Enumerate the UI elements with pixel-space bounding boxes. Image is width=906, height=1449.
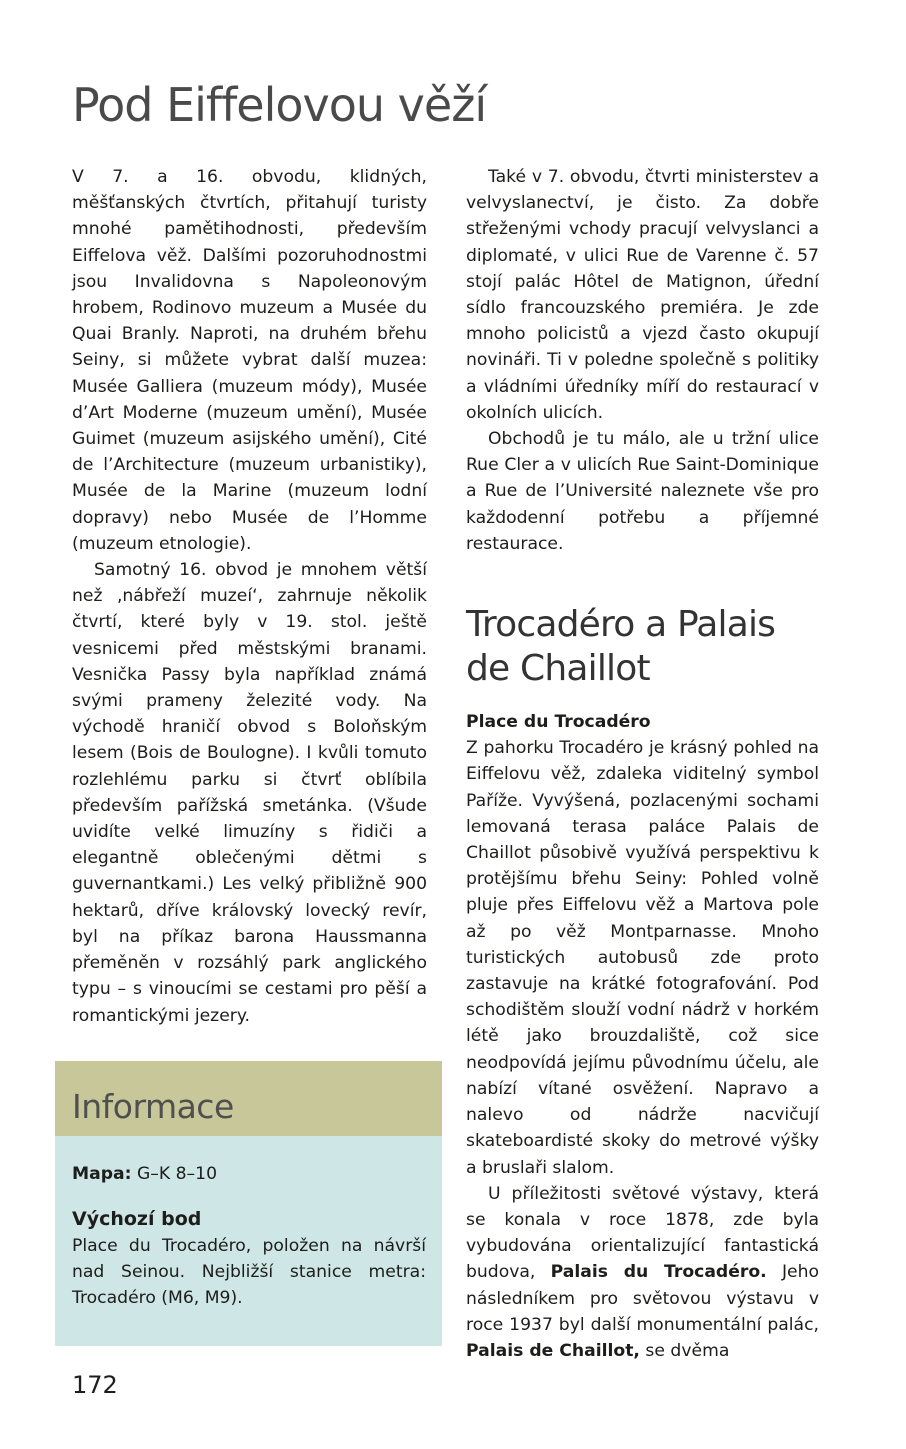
section-title: Trocadéro a Palais de Chaillot [466,604,776,690]
paragraph: Obchodů je tu málo, ale u tržní ulice Rue Cler a v ulicích Rue Saint-Dominique a Rue de l’Université naleznete vše pro každodenní potřebu a příjemné restaurace. [466,429,819,554]
info-box [55,1061,442,1346]
paragraph: Samotný 16. obvod je mnohem větší než ‚nábřeží muzeí‘, zahrnuje několik čtvrtí, které byly v 19. stol. ještě vesnicemi před městskými branami. Vesnička Passy byla například známá svými prameny železité vody. Na východě hraničí obvod s Boloňským lesem (Bois de Boulogne). I kvůli tomuto rozlehlému parku si čtvrť oblíbila především pařížská smetánka. (Všude uvidíte velké limuzíny s řidiči a elegantně oblečenými dětmi s guvernantkami.) Les velký přibližně 900 hektarů, dříve královský lovecký revír, byl na příkaz barona Haussmanna přeměněn v rozsáhlý park anglického typu – s vinoucími se cestami pro pěší a romantickými jezery. [72,560,427,1026]
paragraph: Také v 7. obvodu, čtvrti ministerstev a velvyslanectví, je čisto. Za dobře střeženými vchody pracují velvyslanci a diplomaté, v ulici Rue de Varenne č. 57 stojí palác Hôtel de Matignon, úřední sídlo francouzského premiéra. Je zde mnoho policistů a vjezd často okupují novináři. Ti v poledne společně s politiky a vládními úředníky míří do restaurací v okolních ulicích. [466,167,819,423]
text-run: se dvěma [645,1340,730,1361]
page-title: Pod Eiffelovou věží [72,78,487,132]
emphasis: Palais de Chaillot, [466,1340,640,1361]
paragraph: V 7. a 16. obvodu, klidných, měšťanských čtvrtích, přitahují turisty mnohé pamětihodnosti, především Eiffelova věž. Dalšími pozoruhodnostmi jsou Invalidovna s Napoleonovým hrobem, Rodinovo muzeum a Musée du Quai Branly. Naproti, na druhém břehu Seiny, si můžete vybrat další muzea: Musée Galliera (muzeum módy), Musée d’Art Moderne (muzeum umění), Musée Guimet (muzeum asijského umění), Cité de l’Architecture (muzeum urbanistiky), Musée de la Marine (muzeum lodní dopravy) nebo Musée de l’Homme (muzeum etnologie). [72,167,427,554]
paragraph: Z pahorku Trocadéro je krásný pohled na Eiffelovu věž, zdaleka viditelný symbol Paříže. Vyvýšená, pozlacenými sochami lemovaná terasa paláce Palais de Chaillot působivě využívá perspektivu k protějšímu břehu Seiny: Pohled volně pluje přes Eiffelovu věž a Martova pole až po věž Montparnasse. Mnoho turistických autobusů zde proto zastavuje na krátké fotografování. Pod schodištěm slouží vodní nádrž v horkém létě jako brouzdaliště, což sice neodpovídá jejímu původnímu účelu, ale nabízí vítané osvěžení. Napravo a nalevo od nádrže nacvičují skateboardisté skoky do metrové výšky a bruslaři slalom. [466,738,819,1178]
map-reference [72,1161,426,1187]
text-run: U příležitosti světové výstavy, která se konala v roce 1878, zde byla vybudována orientalizující fantastická budova, [466,1183,819,1283]
page-number: 172 [72,1371,118,1399]
right-column [466,164,819,1364]
text-run: Jeho následníkem pro světovou výstavu v roce 1937 byl další monumentální palác, [466,1262,819,1335]
subheading: Place du Trocadéro [466,712,651,733]
info-box-header [55,1061,442,1136]
left-column [72,164,427,1029]
map-label: Mapa: [72,1164,132,1184]
info-box-title: Informace [72,1087,234,1126]
emphasis: Palais du Trocadéro. [550,1262,767,1283]
info-box-body [72,1161,426,1311]
map-value: G–K 8–10 [136,1164,217,1184]
start-point-text: Place du Trocadéro, položen na návrší nad Seinou. Nejbližší stanice metra: Trocadéro (M6, M9). [72,1236,426,1308]
paragraph [466,1181,819,1364]
start-point-heading: Výchozí bod [72,1208,202,1230]
